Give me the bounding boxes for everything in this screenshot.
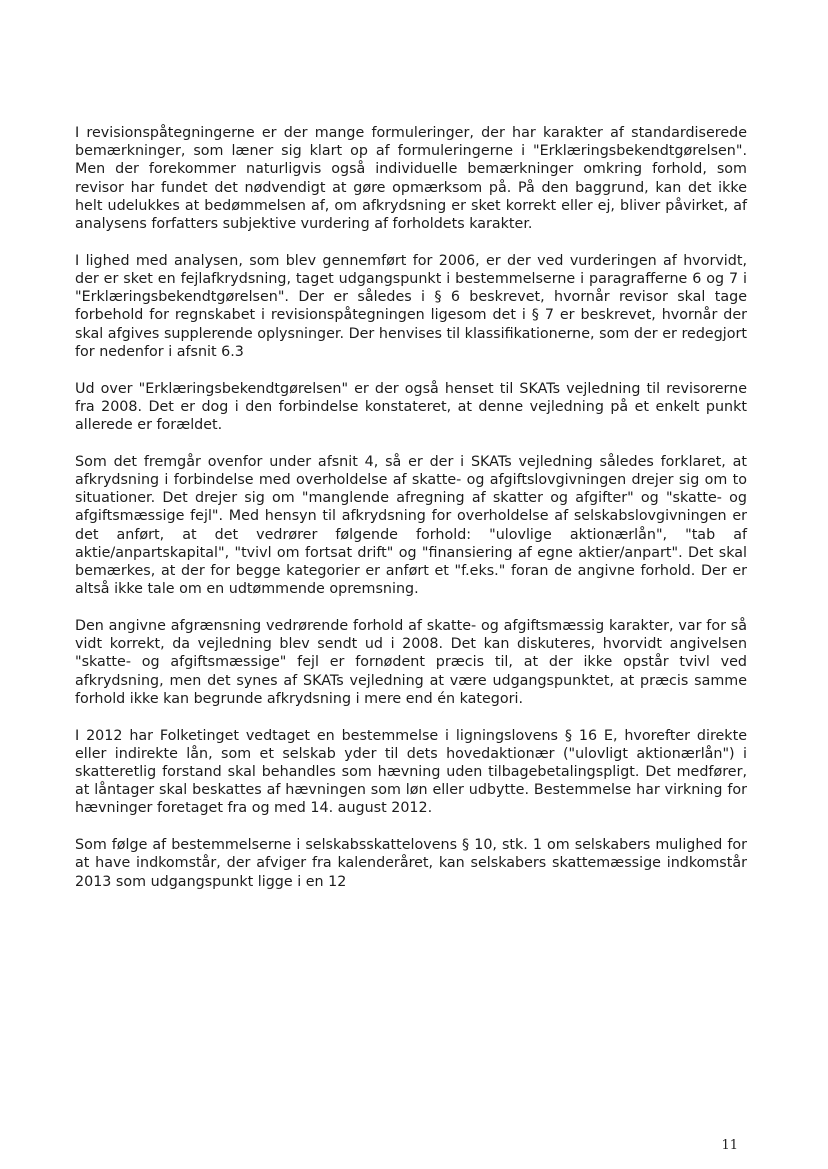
paragraph-6: I 2012 har Folketinget vedtaget en bestemmelse i ligningslovens § 16 E, hvorefter direkte eller indirekte lån, som et selskab yder til dets hovedaktionær ("ulovligt aktionærlån") i skatteretlig forstand skal behandles som hævning uden tilbagebetalingspligt. Det medfører, at låntager skal beskattes af hævningen som løn eller udbytte. Bestemmelse har virkning for hævninger foretaget fra og med 14. august 2012. — [75, 727, 747, 817]
page-number: 11 — [721, 1138, 738, 1153]
paragraph-1: I revisionspåtegningerne er der mange formuleringer, der har karakter af standardiserede bemærkninger, som læner sig klart op af formuleringerne i "Erklæringsbekendtgørelsen". Men der forekommer naturligvis også individuelle bemærkninger omkring forhold, som revisor har fundet det nødvendigt at gøre opmærksom på. På den baggrund, kan det ikke helt udelukkes at bedømmelsen af, om afkrydsning er sket korrekt eller ej, bliver påvirket, af analysens forfatters subjektive vurdering af forholdets karakter. — [75, 125, 747, 233]
body-text — [75, 124, 747, 909]
paragraph-5: Den angivne afgrænsning vedrørende forhold af skatte- og afgiftsmæssig karakter, var for så vidt korrekt, da vejledning blev sendt ud i 2008. Det kan diskuteres, hvorvidt angivelsen "skatte- og afgiftsmæssige" fejl er fornødent præcis til, at der ikke opstår tvivl ved afkrydsning, men det synes af SKATs vejledning at være udgangspunktet, at præcis samme forhold ikke kan begrunde afkrydsning i mere end én kategori. — [75, 618, 747, 707]
paragraph-7: Som følge af bestemmelserne i selskabsskattelovens § 10, stk. 1 om selskabers mulighed for at have indkomstår, der afviger fra kalenderåret, kan selskabers skattemæssige indkomstår 2013 som udgangspunkt ligge i en 12 — [75, 837, 747, 890]
paragraph-2: I lighed med analysen, som blev gennemført for 2006, er der ved vurderingen af hvorvidt, der er sket en fejlafkrydsning, taget udgangspunkt i bestemmelserne i paragrafferne 6 og 7 i "Erklæringsbekendtgørelsen". Der er således i § 6 beskrevet, hvornår revisor skal tage forbehold for regnskabet i revisionspåtegningen ligesom det i § 7 er beskrevet, hvornår der skal afgives supplerende oplysninger. Der henvises til klassifikationerne, som der er redegjort for nedenfor i afsnit 6.3 — [75, 252, 747, 360]
paragraph-3: Ud over "Erklæringsbekendtgørelsen" er der også henset til SKATs vejledning til revisorerne fra 2008. Det er dog i den forbindelse konstateret, at denne vejledning på et enkelt punkt allerede er forældet. — [75, 380, 747, 434]
paragraph-4: Som det fremgår ovenfor under afsnit 4, så er der i SKATs vejledning således forklaret, at afkrydsning i forbindelse med overholdelse af skatte- og afgiftslovgivningen drejer sig om to situationer. Det drejer sig om "manglende afregning af skatter og afgifter" og "skatte- og afgiftsmæssige fejl". Med hensyn til afkrydsning for overholdelse af selskabslovgivningen er det anført, at det vedrører følgende forhold: "ulovlige aktionærlån", "tab af aktie/anpartskapital", "tvivl om fortsat drift" og "finansiering af egne aktier/anpart". Det skal bemærkes, at der for begge kategorier er anført et "f.eks." foran de angivne forhold. Der er altså ikke tale om en udtømmende opremsning. — [75, 453, 747, 598]
